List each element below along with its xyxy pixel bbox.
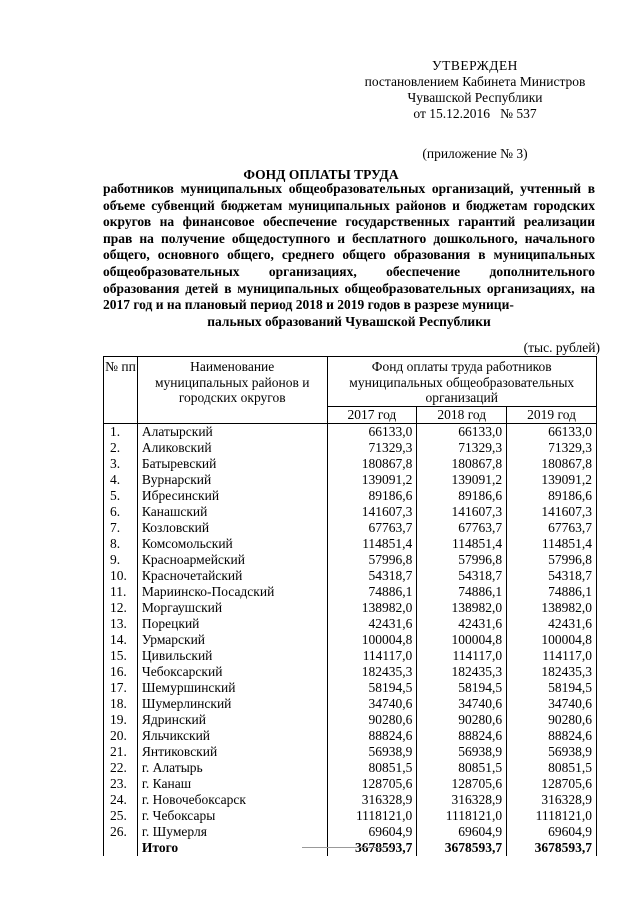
row-value-2019: 42431,6: [507, 616, 597, 632]
row-value-2019: 89186,6: [507, 488, 597, 504]
document-title: ФОНД ОПЛАТЫ ТРУДА: [243, 167, 399, 182]
document-subtitle-body: работников муниципальных общеобразовательных организаций, учтенный в объеме субвенций бюджетам муниципальных районов и бюджетам городских округов на финансовое обеспечение государственных гарантий реализации прав на получение общедоступного и бесплатного дошкольного, начального общего, основного общего, среднего общего образования в муниципальных общеобразовательных организациях, обеспечение дополнительного образования детей в муниципальных общеобразовательных организациях, на 2017 год и на плановый период 2018 и 2019 годов в разрезе муници-: [103, 181, 595, 313]
row-value-2017: 88824,6: [327, 728, 417, 744]
row-value-2017: 89186,6: [327, 488, 417, 504]
row-number: 15.: [104, 648, 138, 664]
row-value-2017: 58194,5: [327, 680, 417, 696]
table-row: [104, 696, 597, 712]
row-value-2019: 90280,6: [507, 712, 597, 728]
total-value-2018: 3678593,7: [417, 840, 507, 856]
row-value-2019: 74886,1: [507, 584, 597, 600]
row-value-2017: 138982,0: [327, 600, 417, 616]
header-num: № пп: [104, 357, 138, 424]
row-value-2018: 316328,9: [417, 792, 507, 808]
row-number: 10.: [104, 568, 138, 584]
row-number: 9.: [104, 552, 138, 568]
row-number: 18.: [104, 696, 138, 712]
row-value-2017: 42431,6: [327, 616, 417, 632]
row-value-2019: 57996,8: [507, 552, 597, 568]
row-number: 7.: [104, 520, 138, 536]
row-value-2017: 139091,2: [327, 472, 417, 488]
total-number: [104, 840, 138, 856]
row-value-2019: 88824,6: [507, 728, 597, 744]
row-value-2019: 80851,5: [507, 760, 597, 776]
row-value-2017: 90280,6: [327, 712, 417, 728]
row-number: 14.: [104, 632, 138, 648]
row-value-2018: 34740,6: [417, 696, 507, 712]
row-value-2018: 128705,6: [417, 776, 507, 792]
row-value-2019: 128705,6: [507, 776, 597, 792]
appendix-label: (приложение № 3): [422, 146, 528, 161]
row-value-2018: 139091,2: [417, 472, 507, 488]
table-row: [104, 680, 597, 696]
header-year-2017: 2017 год: [327, 406, 417, 423]
row-name: Яльчикский: [137, 728, 327, 744]
table-row: [104, 456, 597, 472]
row-value-2018: 89186,6: [417, 488, 507, 504]
row-name: Моргаушский: [137, 600, 327, 616]
row-name: Шумерлинский: [137, 696, 327, 712]
row-number: 3.: [104, 456, 138, 472]
row-value-2018: 58194,5: [417, 680, 507, 696]
row-value-2017: 67763,7: [327, 520, 417, 536]
row-value-2018: 66133,0: [417, 423, 507, 440]
table-row: [104, 504, 597, 520]
document-subtitle: [103, 181, 595, 330]
row-name: г. Новочебоксарск: [137, 792, 327, 808]
row-value-2018: 69604,9: [417, 824, 507, 840]
row-value-2017: 114117,0: [327, 648, 417, 664]
table-row: [104, 472, 597, 488]
row-value-2019: 56938,9: [507, 744, 597, 760]
table-row: [104, 712, 597, 728]
row-value-2019: 69604,9: [507, 824, 597, 840]
row-name: г. Чебоксары: [137, 808, 327, 824]
row-number: 24.: [104, 792, 138, 808]
row-name: Аликовский: [137, 440, 327, 456]
row-name: Козловский: [137, 520, 327, 536]
row-value-2019: 180867,8: [507, 456, 597, 472]
row-number: 13.: [104, 616, 138, 632]
row-value-2018: 141607,3: [417, 504, 507, 520]
row-value-2018: 42431,6: [417, 616, 507, 632]
row-value-2018: 182435,3: [417, 664, 507, 680]
row-name: Порецкий: [137, 616, 327, 632]
table-row: [104, 648, 597, 664]
row-name: Алатырский: [137, 423, 327, 440]
row-value-2019: 67763,7: [507, 520, 597, 536]
table-row: [104, 824, 597, 840]
row-name: Цивильский: [137, 648, 327, 664]
header-year-2018: 2018 год: [417, 406, 507, 423]
row-name: Урмарский: [137, 632, 327, 648]
row-value-2018: 74886,1: [417, 584, 507, 600]
row-number: 22.: [104, 760, 138, 776]
row-value-2018: 71329,3: [417, 440, 507, 456]
row-value-2019: 54318,7: [507, 568, 597, 584]
row-name: Канашский: [137, 504, 327, 520]
row-value-2017: 57996,8: [327, 552, 417, 568]
row-value-2018: 67763,7: [417, 520, 507, 536]
approval-line-2: Чувашской Республики: [407, 90, 543, 105]
row-value-2019: 114117,0: [507, 648, 597, 664]
row-name: г. Шумерля: [137, 824, 327, 840]
row-value-2018: 88824,6: [417, 728, 507, 744]
row-value-2018: 138982,0: [417, 600, 507, 616]
row-value-2019: 138982,0: [507, 600, 597, 616]
row-value-2017: 54318,7: [327, 568, 417, 584]
table-row: [104, 600, 597, 616]
table-row: [104, 728, 597, 744]
row-value-2017: 316328,9: [327, 792, 417, 808]
row-value-2019: 1118121,0: [507, 808, 597, 824]
row-value-2018: 57996,8: [417, 552, 507, 568]
table-row: [104, 520, 597, 536]
row-value-2019: 114851,4: [507, 536, 597, 552]
table-row: [104, 808, 597, 824]
row-value-2017: 141607,3: [327, 504, 417, 520]
row-value-2018: 80851,5: [417, 760, 507, 776]
total-value-2017: 3678593,7: [327, 840, 417, 856]
row-value-2017: 69604,9: [327, 824, 417, 840]
table-row: [104, 584, 597, 600]
table-row: [104, 760, 597, 776]
fund-table-body: [104, 423, 597, 856]
row-name: Ядринский: [137, 712, 327, 728]
footer-divider: [302, 847, 394, 848]
row-number: 4.: [104, 472, 138, 488]
row-name: Красночетайский: [137, 568, 327, 584]
table-row: [104, 664, 597, 680]
fund-table: [103, 356, 597, 856]
table-row: [104, 552, 597, 568]
row-number: 1.: [104, 423, 138, 440]
table-row: [104, 776, 597, 792]
row-value-2019: 141607,3: [507, 504, 597, 520]
row-name: Чебоксарский: [137, 664, 327, 680]
row-number: 20.: [104, 728, 138, 744]
row-number: 8.: [104, 536, 138, 552]
row-number: 16.: [104, 664, 138, 680]
units-label: (тыс. рублей): [523, 340, 600, 355]
header-fund: Фонд оплаты труда работников муниципальных общеобразовательных организаций: [327, 357, 597, 407]
row-value-2017: 114851,4: [327, 536, 417, 552]
row-value-2019: 182435,3: [507, 664, 597, 680]
row-value-2019: 34740,6: [507, 696, 597, 712]
row-value-2018: 54318,7: [417, 568, 507, 584]
approval-line-3: от 15.12.2016 № 537: [413, 106, 537, 121]
row-name: г. Канаш: [137, 776, 327, 792]
row-value-2017: 66133,0: [327, 423, 417, 440]
table-row: [104, 744, 597, 760]
row-value-2017: 74886,1: [327, 584, 417, 600]
row-value-2017: 180867,8: [327, 456, 417, 472]
row-value-2018: 90280,6: [417, 712, 507, 728]
table-row: [104, 440, 597, 456]
row-value-2017: 128705,6: [327, 776, 417, 792]
approval-block: [350, 58, 600, 162]
header-year-2019: 2019 год: [507, 406, 597, 423]
row-name: г. Алатырь: [137, 760, 327, 776]
row-number: 23.: [104, 776, 138, 792]
row-number: 17.: [104, 680, 138, 696]
row-number: 11.: [104, 584, 138, 600]
row-value-2017: 182435,3: [327, 664, 417, 680]
row-value-2018: 1118121,0: [417, 808, 507, 824]
row-value-2017: 100004,8: [327, 632, 417, 648]
row-value-2017: 80851,5: [327, 760, 417, 776]
row-value-2019: 58194,5: [507, 680, 597, 696]
row-value-2019: 71329,3: [507, 440, 597, 456]
header-name: Наименование муниципальных районов и городских округов: [137, 357, 327, 424]
row-value-2019: 316328,9: [507, 792, 597, 808]
row-number: 21.: [104, 744, 138, 760]
row-value-2018: 114851,4: [417, 536, 507, 552]
table-row: [104, 632, 597, 648]
row-name: Батыревский: [137, 456, 327, 472]
row-value-2017: 56938,9: [327, 744, 417, 760]
table-row: [104, 616, 597, 632]
row-name: Вурнарский: [137, 472, 327, 488]
row-number: 5.: [104, 488, 138, 504]
row-value-2019: 100004,8: [507, 632, 597, 648]
table-row: [104, 536, 597, 552]
approval-title: УТВЕРЖДЕН: [432, 58, 518, 73]
row-number: 19.: [104, 712, 138, 728]
row-number: 6.: [104, 504, 138, 520]
row-value-2017: 71329,3: [327, 440, 417, 456]
row-value-2017: 1118121,0: [327, 808, 417, 824]
row-name: Красноармейский: [137, 552, 327, 568]
row-name: Янтиковский: [137, 744, 327, 760]
total-label: Итого: [137, 840, 327, 856]
row-value-2018: 114117,0: [417, 648, 507, 664]
row-number: 26.: [104, 824, 138, 840]
row-value-2017: 34740,6: [327, 696, 417, 712]
row-value-2019: 66133,0: [507, 423, 597, 440]
row-value-2018: 180867,8: [417, 456, 507, 472]
row-name: Ибресинский: [137, 488, 327, 504]
row-value-2018: 100004,8: [417, 632, 507, 648]
row-name: Мариинско-Посадский: [137, 584, 327, 600]
row-value-2018: 56938,9: [417, 744, 507, 760]
row-number: 12.: [104, 600, 138, 616]
row-number: 2.: [104, 440, 138, 456]
row-number: 25.: [104, 808, 138, 824]
row-name: Шемуршинский: [137, 680, 327, 696]
approval-line-1: постановлением Кабинета Министров: [364, 74, 586, 89]
document-subtitle-last: пальных образований Чувашской Республики: [207, 313, 491, 329]
table-row: [104, 423, 597, 440]
table-row: [104, 488, 597, 504]
table-row: [104, 568, 597, 584]
table-row: [104, 792, 597, 808]
total-value-2019: 3678593,7: [507, 840, 597, 856]
row-name: Комсомольский: [137, 536, 327, 552]
row-value-2019: 139091,2: [507, 472, 597, 488]
